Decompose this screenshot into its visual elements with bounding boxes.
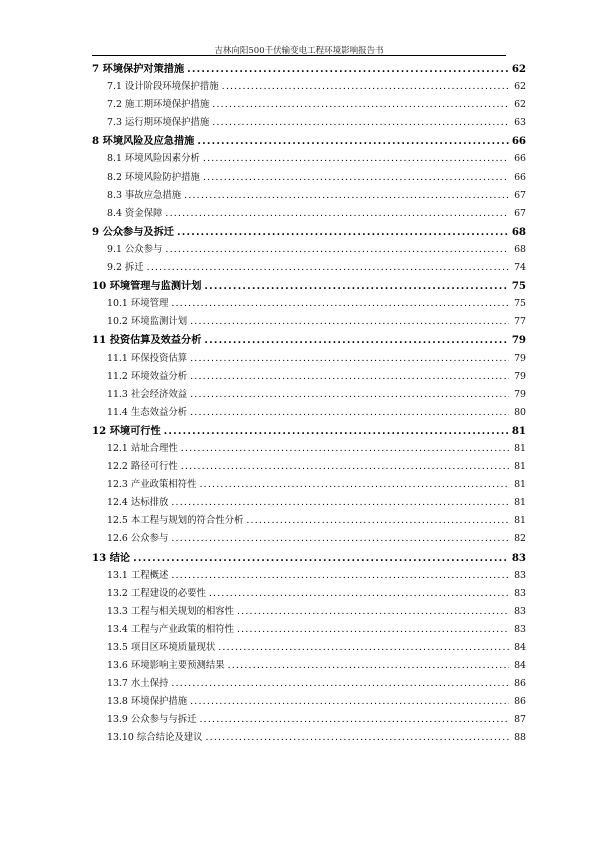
toc-section-entry[interactable] [92, 259, 526, 277]
toc-entry-title: 8.4 资金保障 [107, 207, 163, 219]
dot-leader [177, 223, 509, 241]
dot-leader [197, 132, 508, 150]
toc-entry-title: 8.3 事故应急措施 [107, 189, 182, 201]
toc-page-number: 63 [514, 117, 526, 129]
toc-page-number: 68 [514, 243, 526, 255]
toc-page-number: 86 [514, 678, 526, 690]
toc-page-number: 83 [514, 587, 526, 599]
toc-page-number: 75 [514, 298, 526, 310]
toc-page-number: 77 [514, 316, 526, 328]
toc-page-number: 83 [514, 569, 526, 581]
toc-page-number: 84 [514, 642, 526, 653]
toc-section-entry[interactable] [92, 729, 526, 747]
dot-leader [203, 150, 509, 168]
toc-section-entry[interactable] [92, 711, 526, 729]
dot-leader [237, 603, 509, 621]
toc-entry-title: 13.1 工程概述 [107, 569, 169, 581]
toc-page-number: 81 [514, 461, 526, 473]
toc-page-number: 81 [514, 497, 526, 509]
toc-page-number: 62 [511, 63, 526, 75]
toc-page-number: 68 [511, 225, 526, 238]
header-rule [92, 55, 506, 56]
dot-leader [165, 241, 509, 259]
dot-leader [164, 422, 509, 440]
dot-leader [199, 476, 509, 494]
toc-page-number: 81 [514, 479, 526, 491]
dot-leader [205, 729, 509, 747]
toc-section-entry[interactable] [92, 621, 526, 639]
toc-page-number: 86 [514, 696, 526, 708]
toc-page-number: 67 [514, 207, 526, 219]
toc-section-entry[interactable] [92, 585, 526, 603]
dot-leader [237, 621, 509, 639]
toc-entry-title: 12.4 达标排放 [107, 497, 169, 509]
toc-page-number: 83 [514, 605, 526, 617]
dot-leader [218, 639, 509, 657]
dot-leader [212, 114, 509, 132]
toc-entry-title: 10.2 环境监测计划 [107, 316, 188, 328]
toc-page-number: 66 [514, 153, 526, 165]
toc-section-entry[interactable] [92, 603, 526, 621]
dot-leader [212, 96, 509, 114]
dot-leader [133, 549, 509, 567]
toc-page-number: 79 [514, 352, 526, 364]
dot-leader [228, 657, 509, 675]
toc-page-number: 87 [514, 714, 526, 726]
toc-entry-title: 7.3 运行期环境保护措施 [107, 117, 210, 129]
toc-chapter-entry[interactable] [92, 60, 526, 78]
toc-entry-title: 9 公众参与及拆迁 [92, 225, 174, 238]
toc-page-number: 79 [511, 334, 526, 347]
toc-entry-title: 8.2 环境风险防护措施 [107, 171, 200, 183]
toc-entry-title: 12 环境可行性 [92, 424, 161, 437]
toc-entry-title: 12.6 公众参与 [107, 533, 169, 545]
dot-leader [203, 169, 509, 187]
toc-entry-title: 13.6 环境影响主要预测结果 [107, 660, 225, 672]
toc-entry-title: 13.4 工程与产业政策的相符性 [107, 623, 234, 635]
toc-page-number: 67 [514, 189, 526, 201]
toc-page-number: 66 [511, 135, 526, 148]
toc-page-number: 83 [511, 551, 526, 564]
toc-entry-title: 12.5 本工程与规划的符合性分析 [107, 515, 244, 527]
dot-leader [190, 313, 509, 331]
toc-chapter-entry[interactable] [92, 549, 526, 567]
toc-section-entry[interactable] [92, 567, 526, 585]
toc-chapter-entry[interactable] [92, 277, 526, 295]
toc-section-entry[interactable] [92, 458, 526, 476]
toc-page-number: 66 [514, 171, 526, 183]
toc-section-entry[interactable] [92, 78, 526, 96]
toc-page-number: 74 [514, 262, 526, 274]
toc-page-number: 81 [514, 515, 526, 527]
toc-section-entry[interactable] [92, 404, 526, 422]
toc-section-entry[interactable] [92, 494, 526, 512]
toc-entry-title: 13.9 公众参与与拆迁 [107, 714, 197, 726]
toc-section-entry[interactable] [92, 386, 526, 404]
toc-page-number: 80 [514, 406, 526, 418]
toc-entry-title: 8.1 环境风险因素分析 [107, 153, 200, 165]
toc-section-entry[interactable] [92, 313, 526, 331]
toc-section-entry[interactable] [92, 187, 526, 205]
toc-page-number: 84 [514, 660, 526, 672]
toc-page-number: 79 [514, 370, 526, 382]
toc-chapter-entry[interactable] [92, 422, 526, 440]
dot-leader [171, 295, 509, 313]
toc-page-number: 88 [514, 732, 526, 744]
dot-leader [190, 693, 509, 711]
dot-leader [209, 585, 509, 603]
toc-section-entry[interactable] [92, 512, 526, 530]
toc-entry-title: 7.2 施工期环境保护措施 [107, 99, 210, 111]
toc-section-entry[interactable] [92, 114, 526, 132]
toc-section-entry[interactable] [92, 476, 526, 494]
toc-section-entry[interactable] [92, 440, 526, 458]
dot-leader [184, 187, 509, 205]
toc-entry-title: 13.8 环境保护措施 [107, 696, 188, 708]
table-of-contents [92, 60, 526, 748]
dot-leader [222, 78, 509, 96]
toc-section-entry[interactable] [92, 205, 526, 223]
toc-page-number: 81 [511, 424, 526, 437]
toc-entry-title: 12.2 路径可行性 [107, 461, 178, 473]
dot-leader [171, 530, 509, 548]
dot-leader [171, 567, 509, 585]
toc-entry-title: 12.1 站址合理性 [107, 442, 178, 454]
dot-leader [187, 60, 509, 78]
toc-entry-title: 13.2 工程建设的必要性 [107, 587, 206, 599]
toc-entry-title: 12.3 产业政策相符性 [107, 479, 197, 491]
dot-leader [199, 711, 509, 729]
toc-entry-title: 11.3 社会经济效益 [107, 388, 188, 400]
dot-leader [181, 440, 509, 458]
toc-entry-title: 11 投资估算及效益分析 [92, 334, 202, 347]
running-header: 吉林向阳500千伏输变电工程环境影响报告书 [214, 46, 384, 56]
toc-chapter-entry[interactable] [92, 331, 526, 349]
toc-page-number: 82 [514, 533, 526, 545]
toc-entry-title: 7 环境保护对策措施 [92, 63, 185, 75]
toc-entry-title: 9.1 公众参与 [107, 243, 163, 255]
toc-section-entry[interactable] [92, 675, 526, 693]
toc-page-number: 81 [514, 442, 526, 454]
toc-entry-title: 7.1 设计阶段环境保护措施 [107, 81, 219, 93]
dot-leader [171, 494, 509, 512]
dot-leader [190, 368, 509, 386]
toc-section-entry[interactable] [92, 169, 526, 187]
toc-section-entry[interactable] [92, 150, 526, 168]
toc-entry-title: 9.2 拆迁 [107, 262, 144, 274]
toc-entry-title: 13.3 工程与相关规划的相容性 [107, 605, 234, 617]
toc-entry-title: 13.10 综合结论及建议 [107, 732, 203, 744]
toc-chapter-entry[interactable] [92, 223, 526, 241]
dot-leader [181, 458, 509, 476]
toc-section-entry[interactable] [92, 241, 526, 259]
dot-leader [190, 350, 509, 368]
dot-leader [246, 512, 509, 530]
toc-section-entry[interactable] [92, 350, 526, 368]
toc-page-number: 79 [514, 388, 526, 400]
toc-entry-title: 13.5 项目区环境质量现状 [107, 642, 216, 653]
toc-entry-title: 11.2 环境效益分析 [107, 370, 188, 382]
dot-leader [190, 404, 509, 422]
toc-section-entry[interactable] [92, 295, 526, 313]
toc-page-number: 62 [514, 81, 526, 93]
toc-section-entry[interactable] [92, 693, 526, 711]
toc-entry-title: 13 结论 [92, 551, 131, 564]
toc-page-number: 83 [514, 623, 526, 635]
toc-entry-title: 10 环境管理与监测计划 [92, 280, 202, 293]
toc-entry-title: 11.1 环保投资估算 [107, 352, 188, 364]
dot-leader [165, 205, 509, 223]
toc-section-entry[interactable] [92, 639, 526, 657]
dot-leader [204, 277, 508, 295]
dot-leader [190, 386, 509, 404]
dot-leader [171, 675, 509, 693]
toc-entry-title: 11.4 生态效益分析 [107, 406, 188, 418]
toc-chapter-entry[interactable] [92, 132, 526, 150]
dot-leader [147, 259, 509, 277]
dot-leader [204, 331, 508, 349]
toc-entry-title: 10.1 环境管理 [107, 298, 169, 310]
toc-entry-title: 13.7 水土保持 [107, 678, 169, 690]
toc-section-entry[interactable] [92, 530, 526, 548]
toc-section-entry[interactable] [92, 657, 526, 675]
toc-section-entry[interactable] [92, 368, 526, 386]
toc-section-entry[interactable] [92, 96, 526, 114]
toc-page-number: 75 [511, 280, 526, 293]
toc-page-number: 62 [514, 99, 526, 111]
toc-entry-title: 8 环境风险及应急措施 [92, 135, 195, 148]
